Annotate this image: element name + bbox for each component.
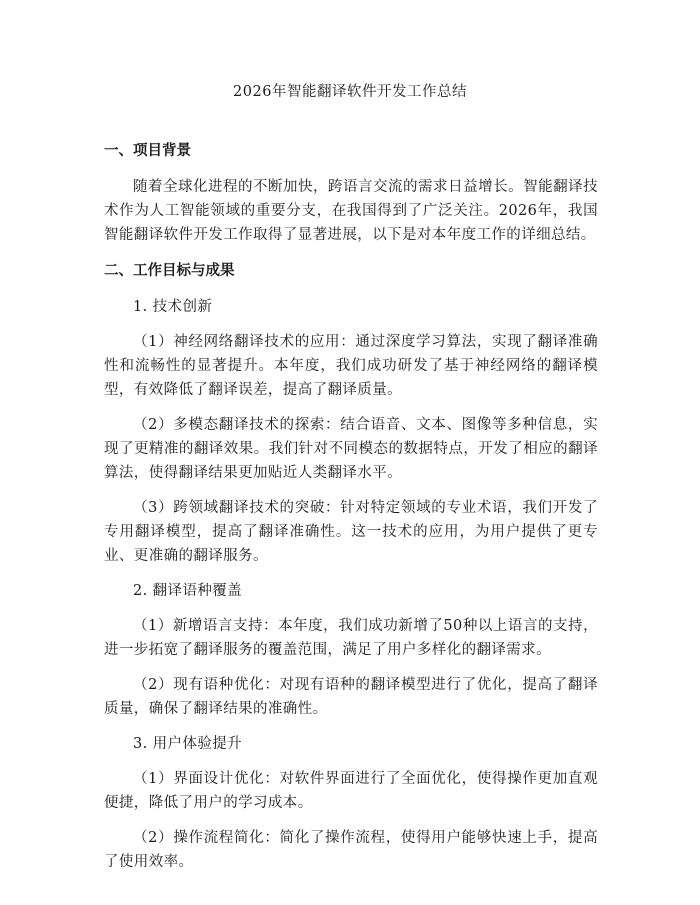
- ux-item-workflow: （2）操作流程简化：简化了操作流程，使得用户能够快速上手，提高了使用效率。: [104, 830, 598, 870]
- section-heading-background: 一、项目背景: [104, 143, 191, 159]
- subsection-label-languages: 2. 翻译语种覆盖: [133, 583, 243, 599]
- tech-item-multimodal: （2）多模态翻译技术的探索：结合语音、文本、图像等多种信息，实现了更精准的翻译效果。我们针对不同模态的数据特点，开发了相应的翻译算法，使得翻译结果更加贴近人类翻译水平。: [104, 417, 598, 481]
- tech-item-neural: （1）神经网络翻译技术的应用：通过深度学习算法，实现了翻译准确性和流畅性的显著提升。本年度，我们成功研发了基于神经网络的翻译模型，有效降低了翻译误差，提高了翻译质量。: [104, 334, 598, 398]
- subsection-label-tech: 1. 技术创新: [133, 299, 213, 315]
- tech-item-crossdomain: （3）跨领域翻译技术的突破：针对特定领域的专业术语，我们开发了专用翻译模型，提高了翻译准确性。这一技术的应用，为用户提供了更专业、更准确的翻译服务。: [104, 500, 598, 564]
- document-title: 2026年智能翻译软件开发工作总结: [233, 84, 467, 100]
- ux-item-interface: （1）界面设计优化：对软件界面进行了全面优化，使得操作更加直观便捷，降低了用户的学习成本。: [104, 771, 598, 811]
- language-item-new: （1）新增语言支持：本年度，我们成功新增了50种以上语言的支持，进一步拓宽了翻译服务的覆盖范围，满足了用户多样化的翻译需求。: [104, 618, 598, 658]
- document-body: [104, 138, 598, 885]
- section-heading-goals: 二、工作目标与成果: [104, 263, 235, 279]
- background-paragraph: 随着全球化进程的不断加快，跨语言交流的需求日益增长。智能翻译技术作为人工智能领域的重要分支，在我国得到了广泛关注。2026年，我国智能翻译软件开发工作取得了显著进展，以下是对本年度工作的详细总结。: [104, 179, 598, 243]
- language-item-optimize: （2）现有语种优化：对现有语种的翻译模型进行了优化，提高了翻译质量，确保了翻译结果的准确性。: [104, 677, 598, 717]
- subsection-label-ux: 3. 用户体验提升: [133, 736, 243, 752]
